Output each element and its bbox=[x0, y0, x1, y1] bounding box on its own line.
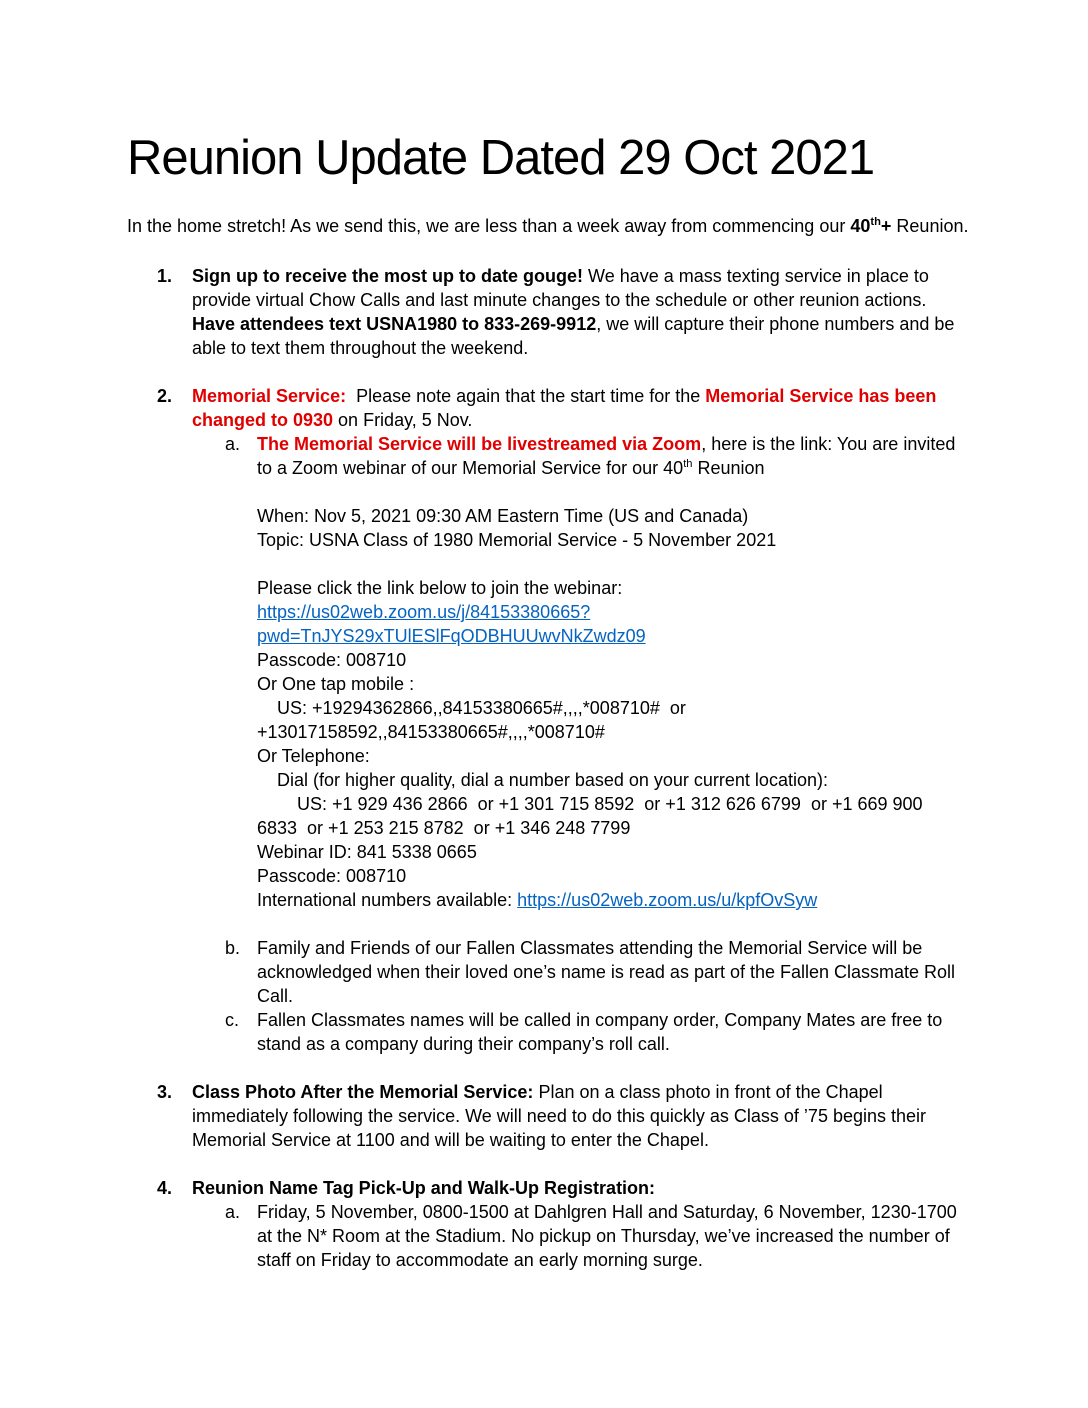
sub-list-marker: a. bbox=[225, 1202, 241, 1222]
zoom-topic-line: Topic: USNA Class of 1980 Memorial Service - 5 November 2021 bbox=[257, 530, 777, 550]
numbered-list bbox=[127, 264, 970, 1272]
list-item-1 bbox=[157, 264, 970, 360]
zoom-invite-block bbox=[257, 504, 970, 912]
superscript-run: th bbox=[870, 216, 881, 228]
zoom-phone-numbers-line: 6833 or +1 253 215 8782 or +1 346 248 7799 bbox=[257, 818, 631, 838]
list-marker: 1. bbox=[157, 266, 173, 286]
item3-paragraph bbox=[192, 1080, 970, 1152]
item4-heading bbox=[192, 1176, 970, 1200]
zoom-passcode-line: Passcode: 008710 bbox=[257, 866, 407, 886]
intro-paragraph bbox=[127, 214, 970, 238]
list-item-3 bbox=[157, 1080, 970, 1152]
item2b-paragraph: Family and Friends of our Fallen Classmates attending the Memorial Service will be acknowledged when their loved one’s name is read as part of the Fallen Classmate Roll Call. bbox=[257, 938, 961, 1006]
red-bold-run: Memorial Service: bbox=[192, 386, 347, 406]
intl-numbers-label: International numbers available: bbox=[257, 890, 518, 910]
sub-list-marker: a. bbox=[225, 434, 241, 454]
blank-line bbox=[257, 552, 970, 576]
item1-paragraph bbox=[192, 264, 970, 360]
text-run: , we will capture their phone numbers and be able to text them throughout the weekend. bbox=[192, 314, 960, 358]
list-marker: 4. bbox=[157, 1178, 173, 1198]
superscript-run: th bbox=[683, 458, 693, 470]
item2c-paragraph: Fallen Classmates names will be called in company order, Company Mates are free to stand as a company during their company’s roll call. bbox=[257, 1010, 948, 1054]
item2a-paragraph bbox=[257, 432, 970, 480]
bold-run: Sign up to receive the most up to date gouge! bbox=[192, 266, 584, 286]
document-title: Reunion Update Dated 29 Oct 2021 bbox=[127, 131, 875, 185]
sub-list-marker: b. bbox=[225, 938, 241, 958]
text-run: In the home stretch! As we send this, we are less than a week away from commencing our bbox=[127, 216, 851, 236]
zoom-webinar-id-line: Webinar ID: 841 5338 0665 bbox=[257, 842, 477, 862]
zoom-phone-numbers-line: US: +1 929 436 2866 or +1 301 715 8592 or +1 312 626 6799 or +1 669 900 bbox=[257, 794, 923, 814]
bold-run: Class Photo After the Memorial Service: bbox=[192, 1082, 534, 1102]
sub-item-2a bbox=[225, 432, 970, 480]
text-run: on Friday, 5 Nov. bbox=[333, 410, 473, 430]
zoom-webinar-link[interactable]: https://us02web.zoom.us/j/84153380665?pwd=TnJYS29xTUlESlFqODBHUUwvNkZwdz09 bbox=[257, 602, 646, 646]
text-run: Please note again that the start time for the bbox=[346, 386, 706, 406]
text-run: , here is the link: You are invited to a Zoom webinar of our Memorial Service for our 40 bbox=[257, 434, 961, 478]
text-run: We have a mass texting service in place to provide virtual Chow Calls and last minute changes to the schedule or other reunion actions. bbox=[192, 266, 934, 310]
zoom-onetap-line: Or One tap mobile : bbox=[257, 674, 415, 694]
list-marker: 2. bbox=[157, 386, 173, 406]
text-run: Reunion bbox=[692, 458, 765, 478]
list-item-4 bbox=[157, 1176, 970, 1272]
item4a-paragraph: Friday, 5 November, 0800-1500 at Dahlgren Hall and Saturday, 6 November, 1230-1700 at the N* Room at the Stadium. No pickup on Thursday, we’ve increased the number of staff on Friday to accommodate an early morning surge. bbox=[257, 1202, 962, 1270]
sub-item-2c bbox=[225, 1008, 970, 1056]
zoom-when-line: When: Nov 5, 2021 09:30 AM Eastern Time (US and Canada) bbox=[257, 506, 749, 526]
bold-run: 40 bbox=[850, 216, 871, 236]
sub-item-2b bbox=[225, 936, 970, 1008]
sub-list-marker: c. bbox=[225, 1010, 240, 1030]
zoom-dial-line: Dial (for higher quality, dial a number based on your current location): bbox=[257, 770, 828, 790]
sub-item-4a bbox=[225, 1200, 970, 1272]
zoom-tap-number-line: +13017158592,,84153380665#,,,,*008710# bbox=[257, 722, 605, 742]
intl-numbers-link[interactable]: https://us02web.zoom.us/u/kpfOvSyw bbox=[517, 890, 818, 910]
zoom-tap-number-line: US: +19294362866,,84153380665#,,,,*008710# or bbox=[257, 698, 686, 718]
text-run: Reunion. bbox=[891, 216, 969, 236]
red-bold-run: Memorial Service has been changed to 0930 bbox=[192, 386, 942, 430]
bold-run: + bbox=[880, 216, 892, 236]
bold-run: Reunion Name Tag Pick-Up and Walk-Up Registration: bbox=[192, 1178, 656, 1198]
item2-paragraph bbox=[192, 384, 970, 432]
zoom-click-line: Please click the link below to join the webinar: bbox=[257, 578, 623, 598]
list-item-2 bbox=[157, 384, 970, 1056]
text-run: Plan on a class photo in front of the Chapel immediately following the service. We will need to do this quickly as Class of ’75 begins their Memorial Service at 1100 and will be waiting to enter the Chapel. bbox=[192, 1082, 932, 1150]
list-marker: 3. bbox=[157, 1082, 173, 1102]
bold-run: Have attendees text USNA1980 to 833-269-9912 bbox=[192, 314, 597, 334]
zoom-telephone-line: Or Telephone: bbox=[257, 746, 370, 766]
red-bold-run: The Memorial Service will be livestreamed via Zoom bbox=[257, 434, 702, 454]
zoom-passcode-line: Passcode: 008710 bbox=[257, 650, 407, 670]
